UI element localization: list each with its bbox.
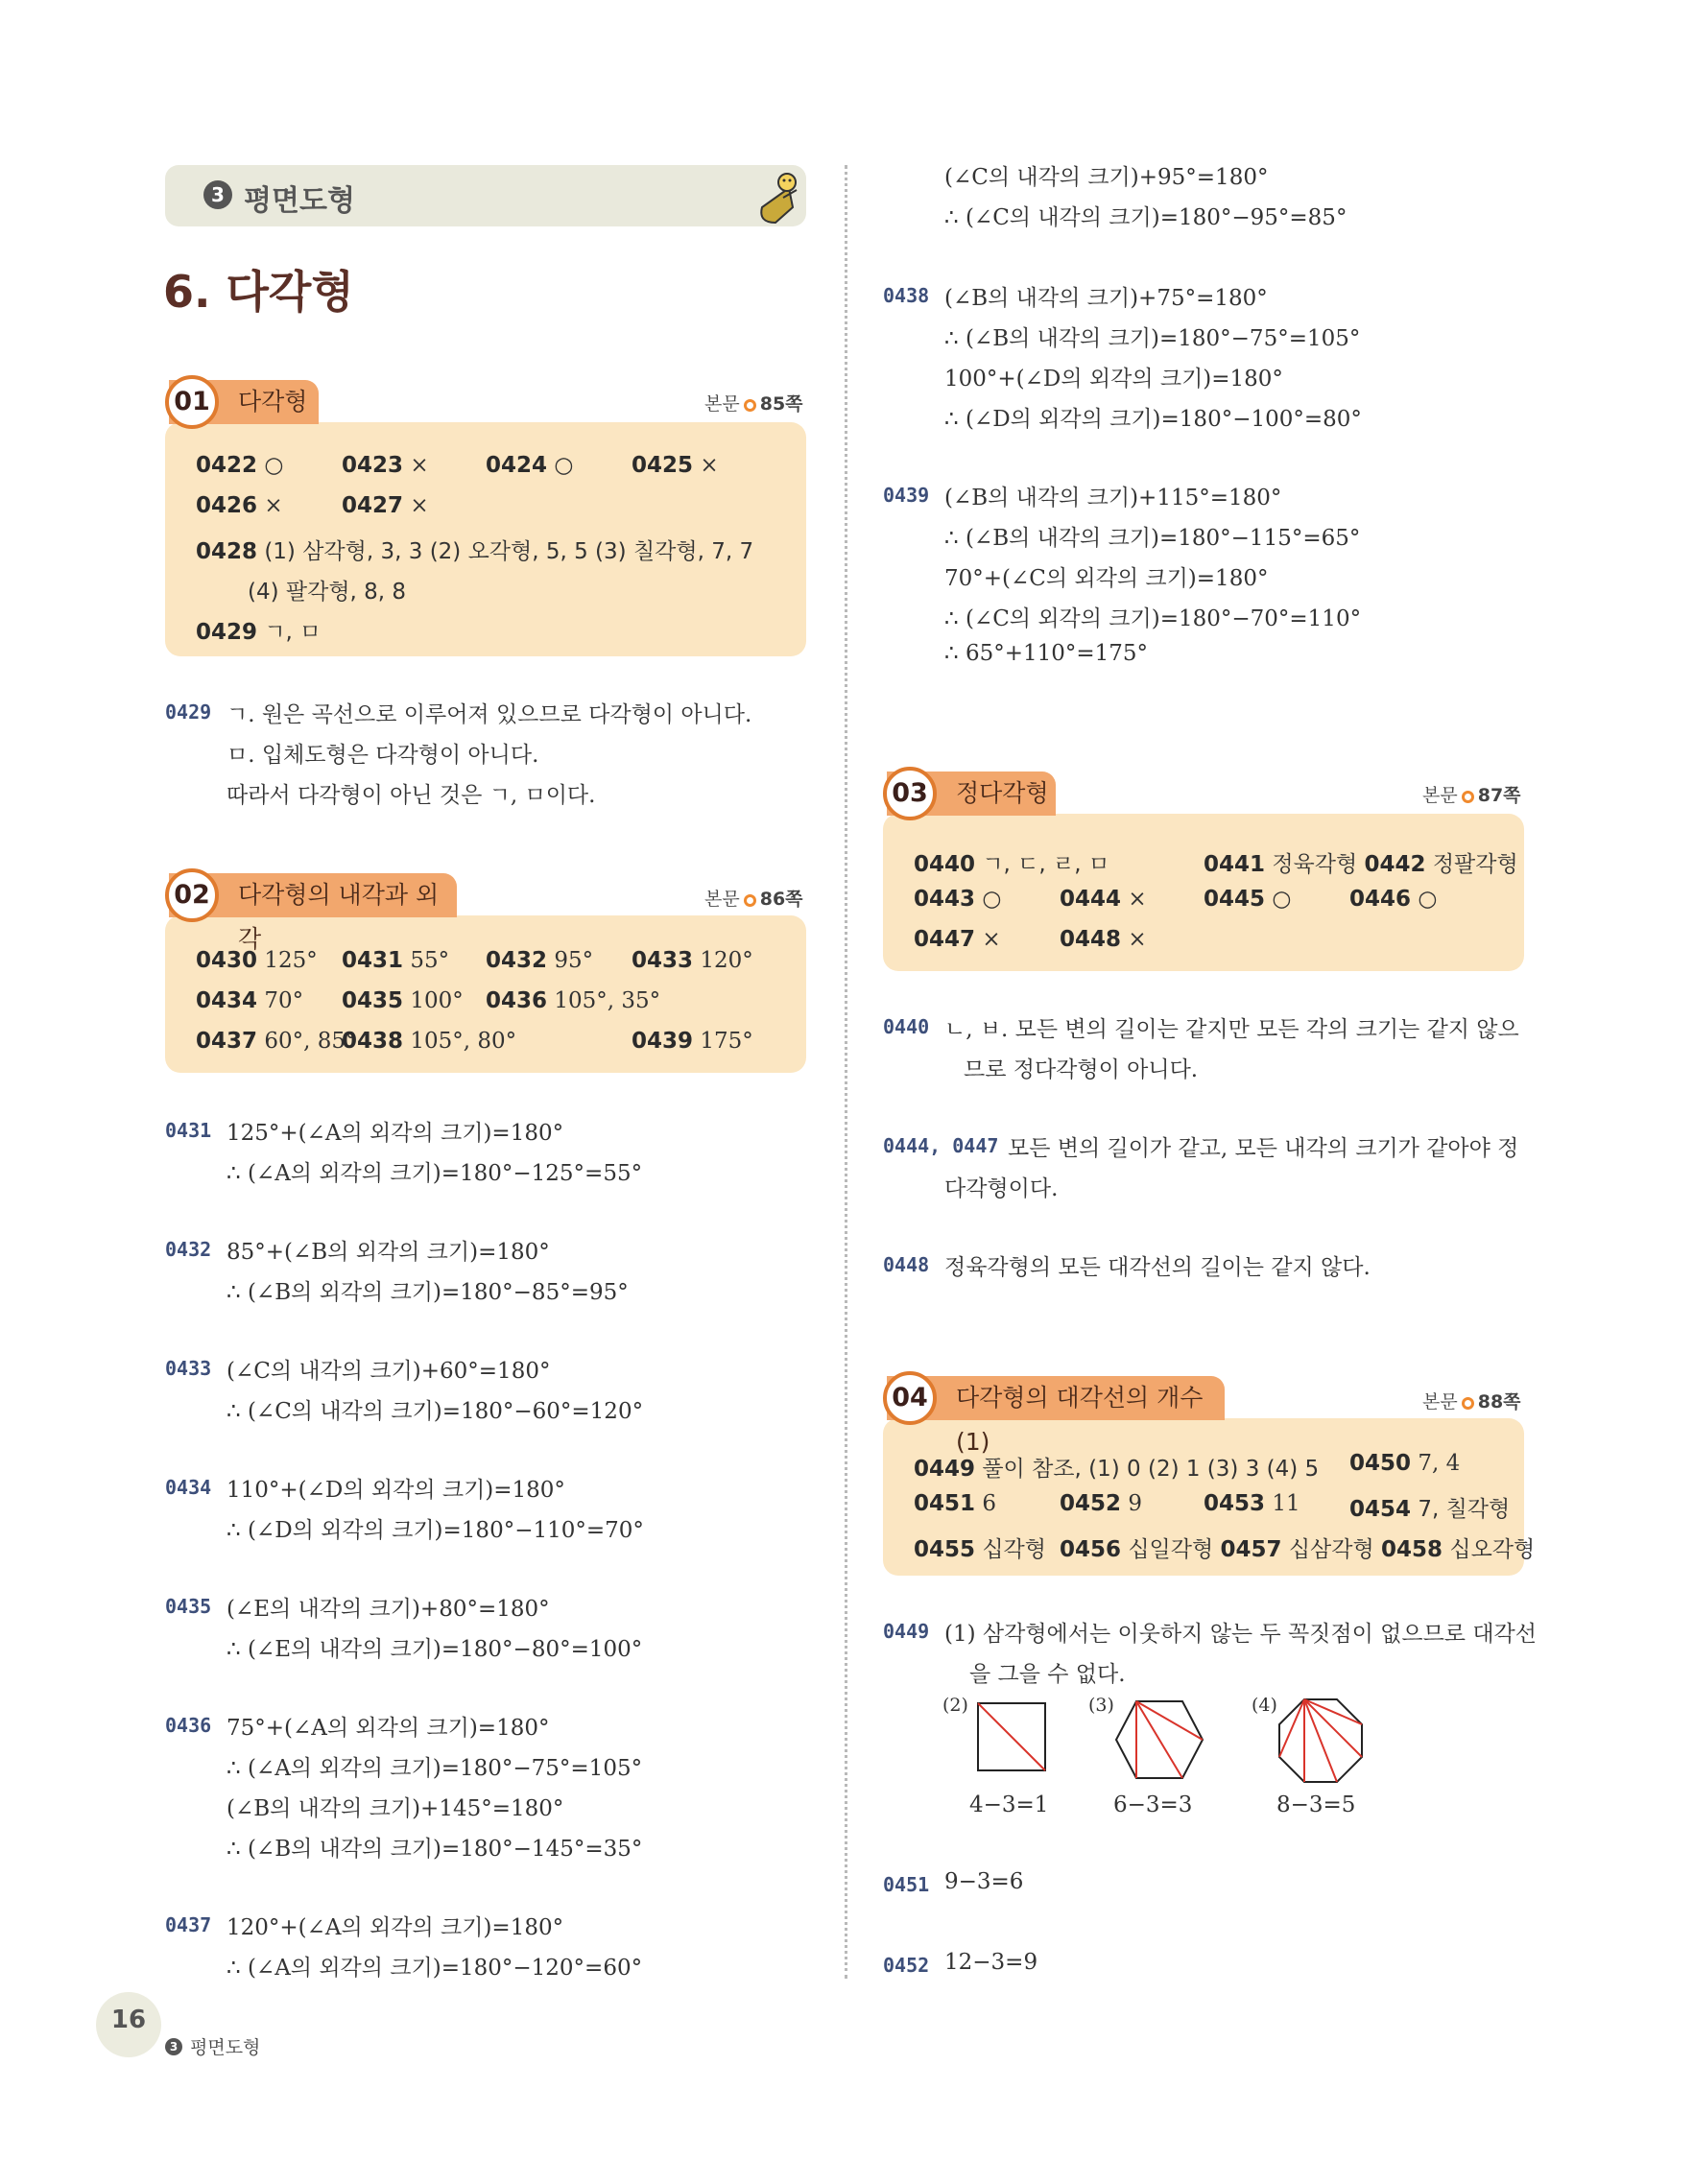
answer-0431: 0431 55° bbox=[342, 948, 450, 973]
page-ref-04: 본문 88쪽 bbox=[1422, 1391, 1521, 1412]
solution-id-0429: 0429 bbox=[165, 700, 212, 724]
answer-0432: 0432 95° bbox=[486, 948, 594, 973]
solution-line: (∠C의 내각의 크기)+60°=180° bbox=[227, 1359, 551, 1384]
solution-line: ∴ (∠A의 외각의 크기)=180°−75°=105° bbox=[227, 1756, 643, 1781]
answer-0426: 0426 × bbox=[196, 493, 283, 518]
answer-0449: 0449 풀이 참조, (1) 0 (2) 1 (3) 3 (4) 5 bbox=[914, 1457, 1320, 1482]
figure-label-4: (4) bbox=[1252, 1695, 1277, 1716]
answer-0422: 0422 ○ bbox=[196, 453, 284, 478]
solution-line: (∠B의 내각의 크기)+75°=180° bbox=[944, 286, 1268, 311]
solution-line: 모든 변의 길이가 같고, 모든 내각의 크기가 같아야 정 bbox=[1008, 1136, 1519, 1161]
solution-line: (∠B의 내각의 크기)+145°=180° bbox=[227, 1796, 564, 1821]
answer-0453: 0453 11 bbox=[1204, 1491, 1300, 1516]
chapter-number: 3 bbox=[203, 180, 232, 209]
solution-line: (∠E의 내각의 크기)+80°=180° bbox=[227, 1597, 550, 1622]
answer-0452: 0452 9 bbox=[1060, 1491, 1142, 1516]
footer-chapter-number: 3 bbox=[165, 2038, 182, 2055]
figure-caption-4: 8−3=5 bbox=[1276, 1792, 1356, 1817]
answer-0446: 0446 ○ bbox=[1349, 887, 1438, 912]
answer-0450: 0450 7, 4 bbox=[1349, 1451, 1461, 1476]
solution-line: ∴ (∠C의 외각의 크기)=180°−70°=110° bbox=[944, 606, 1362, 631]
answer-0430: 0430 125° bbox=[196, 948, 318, 973]
answer-0456-0458: 0456 십일각형 0457 십삼각형 0458 십오각형 bbox=[1060, 1537, 1536, 1562]
solution-line: ㅁ. 입체도형은 다각형이 아니다. bbox=[227, 743, 539, 768]
solution-line: ∴ (∠C의 내각의 크기)=180°−60°=120° bbox=[227, 1399, 644, 1424]
solution-line: ∴ (∠D의 외각의 크기)=180°−110°=70° bbox=[227, 1518, 644, 1543]
answer-0447: 0447 × bbox=[914, 927, 1001, 952]
solution-line: 다각형이다. bbox=[944, 1176, 1059, 1201]
solution-line: ∴ (∠B의 내각의 크기)=180°−145°=35° bbox=[227, 1837, 643, 1862]
solution-line: 12−3=9 bbox=[944, 1950, 1038, 1975]
solution-id-0437: 0437 bbox=[165, 1913, 212, 1936]
solution-line: (1) 삼각형에서는 이웃하지 않는 두 꼭짓점이 없으므로 대각선 bbox=[944, 1622, 1537, 1647]
answer-0433: 0433 120° bbox=[632, 948, 753, 973]
solution-id-0440: 0440 bbox=[883, 1015, 930, 1038]
circle-arrow-icon bbox=[1462, 791, 1474, 803]
circle-arrow-icon bbox=[1462, 1397, 1474, 1410]
solution-id-0448: 0448 bbox=[883, 1253, 930, 1276]
answer-0425: 0425 × bbox=[632, 453, 719, 478]
section-tab-04: 다각형의 대각선의 개수 (1) bbox=[887, 1376, 1225, 1420]
solution-id-0436: 0436 bbox=[165, 1714, 212, 1737]
answer-0439: 0439 175° bbox=[632, 1029, 753, 1054]
answer-0424: 0424 ○ bbox=[486, 453, 574, 478]
solution-line: 9−3=6 bbox=[944, 1869, 1024, 1894]
section-badge-01: 01 bbox=[165, 375, 219, 429]
solution-id-0444-0447: 0444, 0447 bbox=[883, 1134, 999, 1157]
solution-line: ∴ (∠A의 외각의 크기)=180°−120°=60° bbox=[227, 1956, 643, 1981]
page-ref-03: 본문 87쪽 bbox=[1422, 785, 1521, 806]
solution-id-0438: 0438 bbox=[883, 284, 930, 307]
figure-caption-3: 6−3=3 bbox=[1113, 1792, 1193, 1817]
solution-id-0432: 0432 bbox=[165, 1238, 212, 1261]
solution-id-0433: 0433 bbox=[165, 1357, 212, 1380]
solution-line: 을 그을 수 없다. bbox=[969, 1662, 1126, 1687]
solution-line: ㄱ. 원은 곡선으로 이루어져 있으므로 다각형이 아니다. bbox=[227, 702, 752, 727]
section-badge-02: 02 bbox=[165, 868, 219, 922]
solution-line: ∴ (∠B의 내각의 크기)=180°−115°=65° bbox=[944, 526, 1361, 551]
answer-0437: 0437 60°, 85° bbox=[196, 1029, 357, 1054]
answer-0454: 0454 7, 칠각형 bbox=[1349, 1497, 1511, 1522]
mascot-icon bbox=[754, 169, 804, 226]
solution-line: 120°+(∠A의 외각의 크기)=180° bbox=[227, 1915, 564, 1940]
footer-chapter-title: 평면도형 bbox=[190, 2037, 261, 2058]
solution-line: ㄴ, ㅂ. 모든 변의 길이는 같지만 모든 각의 크기는 같지 않으 bbox=[944, 1017, 1519, 1042]
solution-line: (∠C의 내각의 크기)+95°=180° bbox=[944, 165, 1269, 190]
solution-line: 75°+(∠A의 외각의 크기)=180° bbox=[227, 1716, 550, 1741]
answer-0441-0442: 0441 정육각형 0442 정팔각형 bbox=[1204, 852, 1518, 877]
solution-id-0452: 0452 bbox=[883, 1954, 930, 1977]
answer-0429: 0429 ㄱ, ㅁ bbox=[196, 620, 322, 645]
section-tab-01: 다각형 bbox=[169, 380, 319, 424]
answer-0428: 0428 (1) 삼각형, 3, 3 (2) 오각형, 5, 5 (3) 칠각형, 7, 7 bbox=[196, 539, 754, 564]
answer-0451: 0451 6 bbox=[914, 1491, 996, 1516]
page-ref-01: 본문 85쪽 bbox=[704, 393, 803, 415]
hexagon-diagonal-figure bbox=[1113, 1698, 1205, 1781]
solution-line: ∴ (∠C의 내각의 크기)=180°−95°=85° bbox=[944, 205, 1347, 230]
solution-line: ∴ (∠B의 내각의 크기)=180°−75°=105° bbox=[944, 326, 1361, 351]
figure-caption-2: 4−3=1 bbox=[969, 1792, 1049, 1817]
solution-line: ∴ (∠A의 외각의 크기)=180°−125°=55° bbox=[227, 1161, 643, 1186]
solution-id-0449: 0449 bbox=[883, 1620, 930, 1643]
solution-line: 85°+(∠B의 외각의 크기)=180° bbox=[227, 1240, 550, 1265]
solution-line: 125°+(∠A의 외각의 크기)=180° bbox=[227, 1121, 564, 1146]
solution-line: ∴ (∠D의 외각의 크기)=180°−100°=80° bbox=[944, 407, 1362, 432]
page-ref-02: 본문 86쪽 bbox=[704, 889, 803, 910]
figure-label-2: (2) bbox=[942, 1695, 968, 1716]
solution-line: (∠B의 내각의 크기)+115°=180° bbox=[944, 486, 1282, 510]
solution-id-0451: 0451 bbox=[883, 1873, 930, 1896]
solution-line: ∴ 65°+110°=175° bbox=[944, 641, 1149, 666]
octagon-diagonal-figure bbox=[1276, 1697, 1365, 1785]
solution-line: ∴ (∠B의 외각의 크기)=180°−85°=95° bbox=[227, 1280, 629, 1305]
answer-0427: 0427 × bbox=[342, 493, 429, 518]
answer-0440: 0440 ㄱ, ㄷ, ㄹ, ㅁ bbox=[914, 852, 1110, 877]
answer-0436: 0436 105°, 35° bbox=[486, 988, 661, 1013]
column-divider bbox=[845, 165, 847, 1979]
chapter-title: 평면도형 bbox=[244, 184, 355, 218]
solution-id-0435: 0435 bbox=[165, 1595, 212, 1618]
answer-0435: 0435 100° bbox=[342, 988, 464, 1013]
solution-line: 정육각형의 모든 대각선의 길이는 같지 않다. bbox=[944, 1255, 1371, 1280]
solution-line: ∴ (∠E의 내각의 크기)=180°−80°=100° bbox=[227, 1637, 643, 1662]
solution-line: 따라서 다각형이 아닌 것은 ㄱ, ㅁ이다. bbox=[227, 783, 596, 808]
figure-label-3: (3) bbox=[1088, 1695, 1114, 1716]
answer-0443: 0443 ○ bbox=[914, 887, 1002, 912]
answer-0455: 0455 십각형 bbox=[914, 1537, 1046, 1562]
answer-0445: 0445 ○ bbox=[1204, 887, 1292, 912]
answer-0434: 0434 70° bbox=[196, 988, 304, 1013]
solution-line: 100°+(∠D의 외각의 크기)=180° bbox=[944, 367, 1283, 392]
circle-arrow-icon bbox=[744, 894, 756, 907]
section-title: 6. 다각형 bbox=[163, 266, 354, 318]
solution-id-0431: 0431 bbox=[165, 1119, 212, 1142]
solution-id-0439: 0439 bbox=[883, 484, 930, 507]
circle-arrow-icon bbox=[744, 399, 756, 412]
answer-0428-4: (4) 팔각형, 8, 8 bbox=[248, 580, 407, 605]
answer-0423: 0423 × bbox=[342, 453, 429, 478]
section-badge-03: 03 bbox=[883, 767, 937, 820]
solution-line: 70°+(∠C의 외각의 크기)=180° bbox=[944, 566, 1269, 591]
answer-0448: 0448 × bbox=[1060, 927, 1147, 952]
square-diagonal-figure bbox=[975, 1700, 1048, 1773]
section-tab-03: 정다각형 bbox=[887, 772, 1056, 816]
solution-line: 110°+(∠D의 외각의 크기)=180° bbox=[227, 1478, 565, 1503]
answer-0438: 0438 105°, 80° bbox=[342, 1029, 517, 1054]
section-tab-02: 다각형의 내각과 외각 bbox=[169, 873, 457, 917]
section-badge-04: 04 bbox=[883, 1371, 937, 1425]
answer-0444: 0444 × bbox=[1060, 887, 1147, 912]
solution-id-0434: 0434 bbox=[165, 1476, 212, 1499]
solution-line: 므로 정다각형이 아니다. bbox=[964, 1057, 1199, 1082]
page-number: 16 bbox=[110, 2006, 147, 2034]
